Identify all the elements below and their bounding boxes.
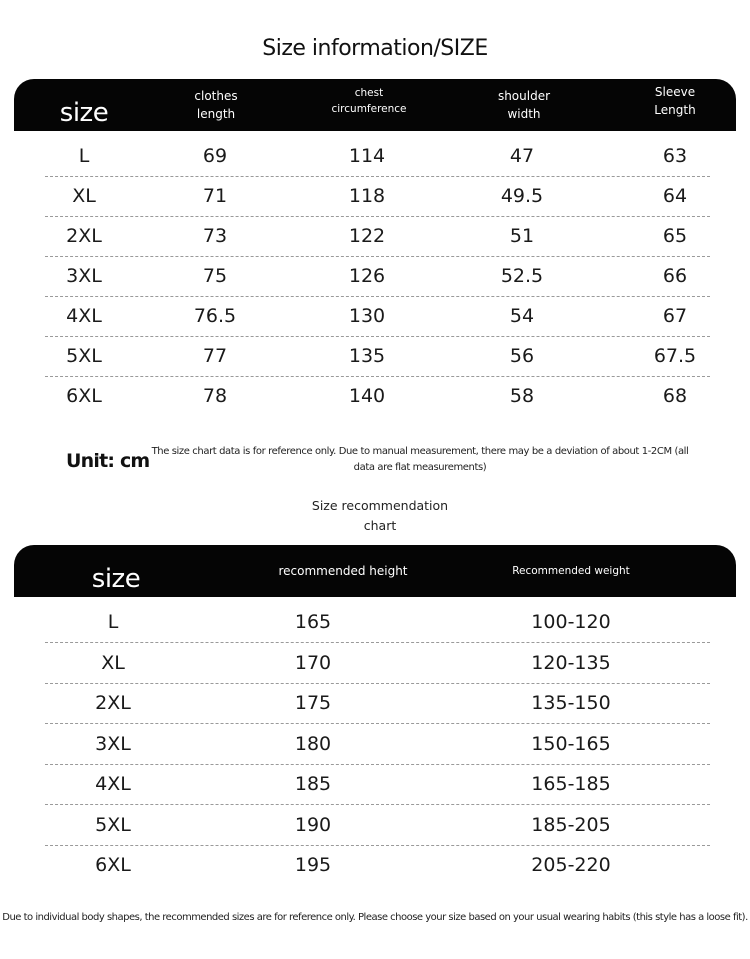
table-cell: 2XL (95, 692, 131, 714)
table-cell: 122 (348, 225, 386, 247)
table-cell: 2XL (66, 225, 102, 247)
table-cell: 100-120 (531, 611, 611, 633)
table-cell: 185 (294, 773, 332, 795)
recommend-row (45, 643, 710, 684)
table-cell: XL (101, 651, 125, 674)
table-cell: L (78, 145, 90, 167)
table-cell: 3XL (66, 265, 102, 287)
size-row (45, 336, 710, 377)
table-cell: 69 (202, 145, 228, 167)
header-size: size (59, 98, 109, 128)
header-shoulder-width: shoulder width (497, 89, 551, 121)
table-cell: 205-220 (531, 854, 611, 876)
table-cell: 63 (662, 145, 688, 167)
table-cell: 135-150 (531, 692, 611, 714)
table-cell: 75 (202, 265, 228, 287)
table-cell: 52.5 (500, 265, 544, 287)
table-cell: 56 (509, 345, 535, 367)
table-cell: 65 (662, 225, 688, 247)
table-cell: 120-135 (531, 651, 611, 674)
table-cell: 5XL (95, 813, 131, 836)
table-cell: 77 (202, 345, 228, 367)
recommendation-title: Size recommendation chart (311, 498, 449, 533)
table-cell: 78 (202, 385, 228, 407)
table-cell: 114 (348, 145, 386, 167)
table-cell: 140 (348, 385, 386, 407)
table-cell: 49.5 (500, 185, 544, 207)
table-cell: 180 (294, 732, 332, 755)
table-cell: 76.5 (193, 305, 237, 327)
table-cell: 58 (509, 385, 535, 407)
table-cell: 185-205 (531, 813, 611, 836)
table-cell: 51 (509, 225, 535, 247)
unit-label: Unit: cm (66, 450, 150, 472)
header-recommended-weight: Recommended weight (512, 565, 630, 577)
recommend-row (45, 845, 710, 885)
table-cell: 165-185 (531, 773, 611, 795)
table-cell: 47 (509, 145, 535, 167)
size-row (45, 256, 710, 297)
measurement-note: The size chart data is for reference only. Due to manual measurement, there may be a deviation of about 1-2CM (all data are flat measurements) (151, 446, 689, 473)
table-cell: 165 (294, 611, 332, 633)
table-cell: 150-165 (531, 732, 611, 755)
table-cell: 118 (348, 185, 386, 207)
header-recommended-height: recommended height (278, 564, 408, 578)
table-cell: 170 (294, 651, 332, 674)
table-cell: 195 (294, 854, 332, 876)
table-cell: 67.5 (653, 345, 697, 367)
table-cell: 68 (662, 385, 688, 407)
table-cell: 3XL (95, 732, 131, 755)
header-clothes-length: clothes length (194, 89, 238, 121)
table-cell: 64 (662, 185, 688, 207)
header-chest-circumference: chest circumference (331, 87, 407, 115)
table-cell: L (107, 611, 119, 633)
table-cell: 6XL (66, 385, 102, 407)
table-cell: 126 (348, 265, 386, 287)
table-cell: 66 (662, 265, 688, 287)
table-cell: 5XL (66, 345, 102, 367)
table-cell: 54 (509, 305, 535, 327)
table-cell: 190 (294, 813, 332, 836)
size-table-header (14, 79, 736, 131)
table-cell: 71 (202, 185, 228, 207)
recommend-row (45, 724, 710, 765)
recommend-row (45, 602, 710, 643)
recommend-table-header (14, 545, 736, 597)
page-title: Size information/SIZE (262, 36, 488, 61)
table-cell: 4XL (95, 773, 131, 795)
table-cell: 135 (348, 345, 386, 367)
table-cell: 4XL (66, 305, 102, 327)
table-cell: 175 (294, 692, 332, 714)
header-sleeve-length: Sleeve Length (654, 85, 696, 117)
size-row (45, 136, 710, 177)
recommend-row (45, 683, 710, 724)
size-row (45, 296, 710, 337)
recommend-row (45, 764, 710, 805)
fit-note: Due to individual body shapes, the recommended sizes are for reference only. Please choose your size based on your usual wearing habits (this style has a loose fit). (2, 912, 748, 923)
size-row (45, 376, 710, 416)
table-cell: 6XL (95, 854, 131, 876)
table-cell: 130 (348, 305, 386, 327)
size-row (45, 216, 710, 257)
size-row (45, 176, 710, 217)
table-cell: 73 (202, 225, 228, 247)
header-size: size (91, 564, 141, 594)
recommend-row (45, 805, 710, 846)
table-cell: XL (72, 185, 96, 207)
table-cell: 67 (662, 305, 688, 327)
